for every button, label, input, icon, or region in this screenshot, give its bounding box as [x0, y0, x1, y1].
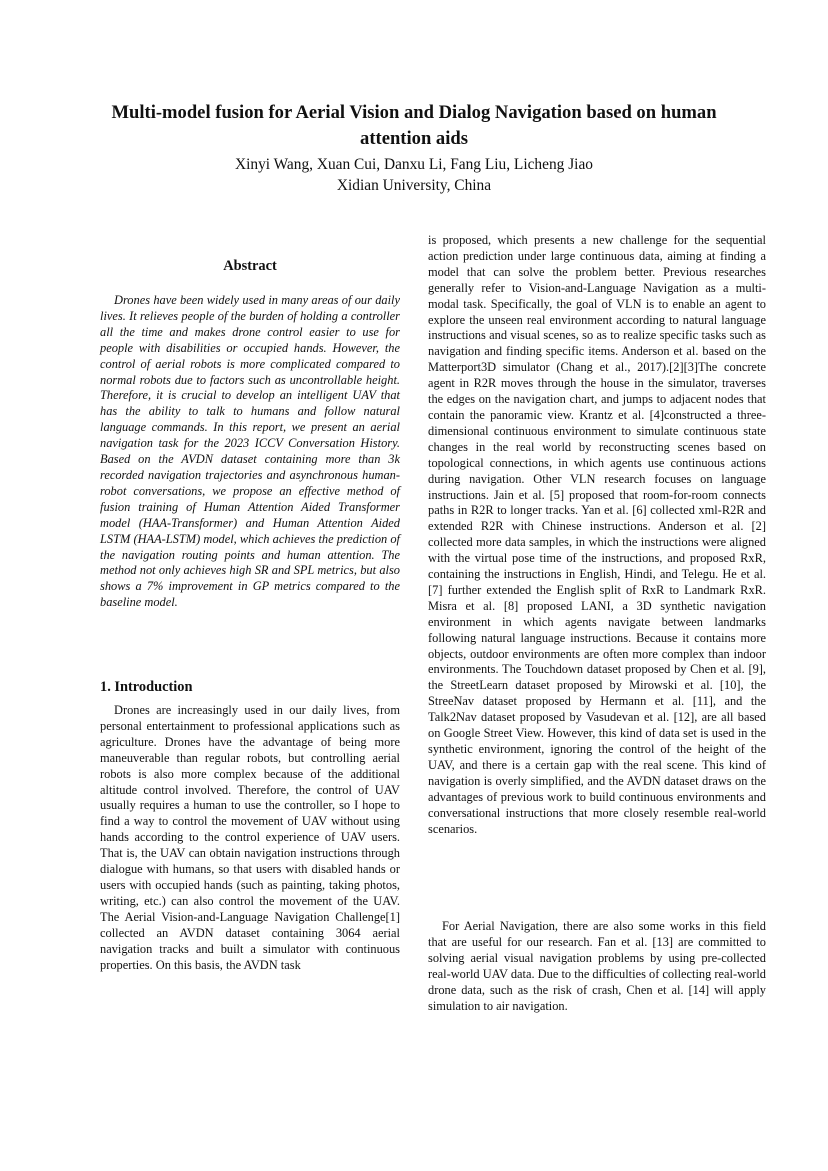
author-block [110, 154, 718, 196]
abstract-text: Drones have been widely used in many areas of our daily lives. It relieves people of the burden of holding a controller all the time and makes drone control easier to use for people with disabilities or occupied hands. However, the control of aerial robots is more complicated compared to normal robots due to factors such as uncontrollable height. Therefore, it is crucial to develop an intelligent UAV that has the ability to talk to humans and follow natural language commands. In this report, we present an aerial navigation task for the 2023 ICCV Conversation History. Based on the AVDN dataset containing more than 3k recorded navigation trajectories and asynchronous human-robot conversations, we propose an effective method of fusion training of Human Attention Aided Transformer model (HAA-Transformer) and Human Attention Aided LSTM (HAA-LSTM) model, which achieves the prediction of the navigation routing points and human attention. The method not only achieves high SR and SPL metrics, but also shows a 7% improvement in GP metrics compared to the baseline model. [100, 293, 400, 610]
author-list: Xinyi Wang, Xuan Cui, Danxu Li, Fang Liu, Licheng Jiao [235, 156, 593, 173]
introduction-paragraph-3: For Aerial Navigation, there are also some works in this field that are useful for our research. Fan et al. [13] are committed to solving aerial visual navigation problems by using pre-collected real-world UAV data. Due to the difficulties of collecting real-world drone data, such as the risk of crash, Chen et al. [14] will apply simulation to air navigation. [428, 919, 766, 1013]
abstract-heading: Abstract [223, 258, 277, 274]
introduction-paragraph-2: is proposed, which presents a new challenge for the sequential action prediction under large continuous data, aiming at finding a model that can solve the problem better. Previous researches generally refer to Vision-and-Language Navigation as a multi-modal task. Specifically, the goal of VLN is to enable an agent to explore the unseen real environment according to natural language instructions and visual scenes, so as to realize specific tasks such as navigation and finding specific items. Anderson et al. based on the Matterport3D simulator (Chang et al., 2017).[2][3]The concrete agent in R2R moves through the house in the simulator, traverses the edges on the navigation chart, and jumps to adjacent nodes that contain the panoramic view. Krantz et al. [4]constructed a three-dimensional continuous environment to simulate continuous state changes in the real world by reconstructing scenes based on topological connections, in which agents use continuous actions during navigation. Other VLN research focuses on language instructions. Jain et al. [5] proposed that room-for-room connects paths in R2R to longer tracks. Yan et al. [6] collected xml-R2R and extended R2R with Chinese instructions. Anderson et al. [2] collected more data samples, in which the instructions were aligned with the virtual pose time of the instructions, and proposed RxR, containing the instructions in English, Hindi, and Telegu. He et al. [7] further extended the English split of RxR to Landmark RxR. Misra et al. [8] proposed LANI, a 3D synthetic navigation environment in which agents navigate between landmarks following natural language instructions. Because it contains more objects, outdoor environments are often more complex than indoor environments. The Touchdown dataset proposed by Chen et al. [9], the StreetLearn dataset proposed by Mirowski et al. [10], the StreeNav dataset proposed by Hermann et al. [11], and the Talk2Nav dataset proposed by Vasudevan et al. [12], are all based on Google Street View. However, this kind of data set is used in the synthetic environment, ignoring the control of the height of the UAV, and there is a certain gap with the real scene. This kind of navigation is overly simplified, and the AVDN dataset draws on the advantages of previous work to build continuous environments and conversational instructions that more closely resemble real-world scenarios. [428, 233, 766, 836]
introduction-paragraph-1: Drones are increasingly used in our daily lives, from personal entertainment to professional applications such as agriculture. Drones have the advantage of being more maneuverable than regular robots, but controlling aerial robots is also more complex because of the additional altitude control involved. Therefore, the control of UAV usually requires a human to use the controller, so I hope to find a way to control the movement of UAV without using hands according to the control experience of UAV users. That is, the UAV can obtain navigation instructions through dialogue with humans, so that users with disabled hands or users with occupied hands (such as painting, taking photos, writing, etc.) can also control the movement of the UAV. The Aerial Vision-and-Language Navigation Challenge[1] collected an AVDN dataset containing 3064 aerial navigation tracks and built a simulator with continuous properties. On this basis, the AVDN task [100, 703, 400, 972]
paper-title: Multi-model fusion for Aerial Vision and Dialog Navigation based on human attention aids [111, 102, 717, 149]
section-heading-introduction: 1. Introduction [100, 679, 193, 695]
affiliation: Xidian University, China [336, 177, 492, 194]
